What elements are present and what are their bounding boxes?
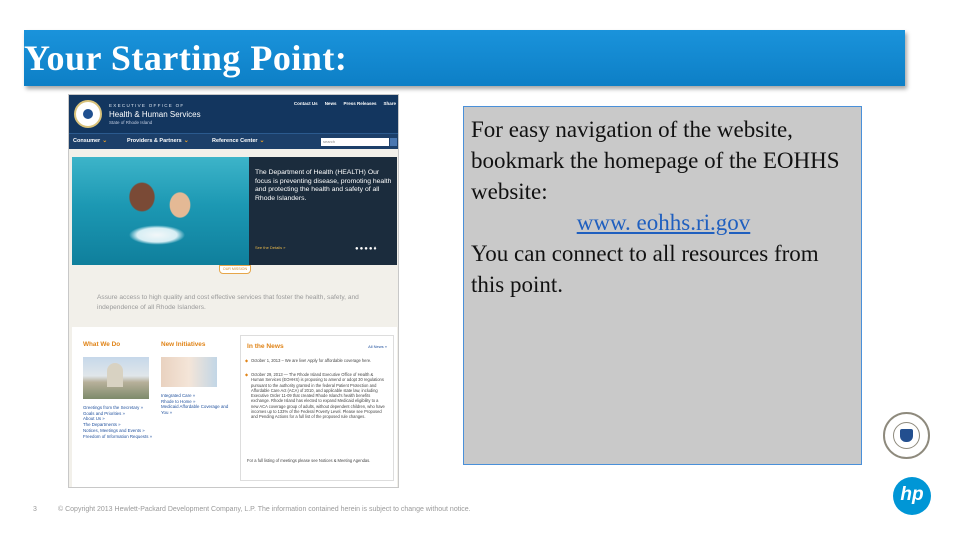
link-departments[interactable]: The Departments »	[83, 422, 121, 428]
news-heading: In the News	[247, 343, 284, 350]
bullet-icon: ◆	[245, 372, 249, 377]
hero-panel	[249, 157, 397, 265]
eohhs-seal-icon	[883, 412, 930, 459]
chevron-down-icon: ⌄	[102, 138, 108, 144]
link-medicaid[interactable]: Medicaid Affordable Coverage and You »	[161, 404, 229, 416]
hp-logo	[893, 477, 931, 515]
news-footer: For a full listing of meetings please see Notices & Meeting Agendas.	[247, 458, 371, 463]
news-box	[240, 335, 394, 481]
site-seal-icon	[74, 100, 102, 128]
callout-intro: For easy navigation of the website, bookmark the homepage of the EOHHS website:	[471, 117, 840, 204]
hero-text: The Department of Health (HEALTH) Our focus is preventing disease, promoting health and protecting the health and safety of all Rhode Islanders.	[255, 169, 392, 202]
hero-details-link[interactable]: See the Details »	[255, 245, 286, 250]
site-hero	[72, 157, 397, 265]
family-image	[161, 357, 217, 387]
link-notices[interactable]: Notices, Meetings and Events »	[83, 427, 145, 433]
site-kicker: EXECUTIVE OFFICE OF	[109, 103, 185, 108]
seal-inner-ring	[893, 422, 920, 449]
link-rhode-to-home[interactable]: Rhode to Home »	[161, 398, 196, 404]
site-columns	[72, 327, 397, 488]
hp-logo-text: hp	[900, 484, 924, 505]
site-nav	[69, 133, 399, 149]
site-name: Health & Human Services	[109, 110, 201, 119]
callout-text	[471, 114, 856, 300]
eohhs-website-link[interactable]: www. eohhs.ri.gov	[576, 210, 751, 235]
hero-photo	[72, 157, 249, 265]
new-initiatives-links	[161, 393, 231, 416]
nav-consumer[interactable]	[73, 137, 107, 144]
what-we-do-heading: What We Do	[83, 341, 121, 348]
all-news-link[interactable]: All News »	[368, 344, 387, 349]
top-link-share[interactable]: Share	[383, 101, 396, 106]
chevron-down-icon: ⌄	[259, 138, 265, 144]
nav-reference-label: Reference Center	[212, 138, 258, 144]
page-number: 3	[33, 506, 37, 513]
top-link-press[interactable]: Press Releases	[343, 101, 377, 106]
site-search-input[interactable]: search	[321, 138, 389, 146]
chevron-down-icon: ⌄	[183, 138, 189, 144]
new-initiatives-heading: New Initiatives	[161, 341, 206, 348]
link-greetings[interactable]: Greetings from the Secretary »	[83, 405, 144, 410]
nav-providers-label: Providers & Partners	[127, 138, 182, 144]
top-link-news[interactable]: News	[324, 101, 337, 106]
search-icon[interactable]	[390, 138, 397, 146]
nav-reference[interactable]	[212, 137, 265, 144]
news-item-1: October 1, 2013 – We are live! Apply for affordable coverage here.	[251, 358, 372, 363]
seal-shield-icon	[900, 429, 913, 442]
link-foi[interactable]: Freedom of Information Requests »	[83, 433, 153, 439]
news-item-2: October 29, 2013 — The Rhode Island Executive Office of Health & Human Services (EOHHS) is proposing to amend or adopt 30 regulations pursuant to the authority granted in the federal Patient Protection and Affordable Care Act (ACA) of 2010, and applicable state law, including Executive Order 11-09 that created Rhode Island's health benefits exchange. Rhode Island has elected to expand Medicaid eligibility to a new ACA coverage group of adults, without dependent children, who have incomes up to 133% of the Federal Poverty Level. Please see Proposed and Pending Actions for a full list of the proposed rule changes.	[251, 372, 385, 420]
site-state: State of Rhode Island	[109, 120, 153, 125]
site-header	[69, 95, 399, 133]
website-screenshot	[68, 94, 399, 488]
copyright-notice: © Copyright 2013 Hewlett-Packard Development Company, L.P. The information contained herein is subject to change without notice.	[58, 506, 471, 513]
link-goals[interactable]: Goals and Priorities »	[83, 410, 125, 416]
nav-providers[interactable]	[127, 137, 189, 144]
callout-outro: You can connect to all resources from this point.	[471, 241, 819, 297]
slide-title: Your Starting Point:	[24, 38, 348, 78]
state-house-image	[83, 357, 149, 399]
hero-carousel-dots[interactable]: ●●●●♦	[355, 246, 378, 252]
what-we-do-links	[83, 405, 155, 439]
mission-tab[interactable]: OUR MISSION	[219, 265, 251, 274]
link-integrated-care[interactable]: Integrated Care »	[161, 393, 196, 398]
site-top-links	[294, 101, 396, 106]
top-link-contact[interactable]: Contact Us	[293, 101, 318, 106]
link-about[interactable]: About Us »	[83, 416, 105, 422]
nav-consumer-label: Consumer	[73, 138, 101, 144]
bullet-icon: ◆	[245, 358, 249, 363]
mission-text: Assure access to high quality and cost effective services that foster the health, safety, and independence of all Rhode Islanders.	[97, 294, 359, 311]
